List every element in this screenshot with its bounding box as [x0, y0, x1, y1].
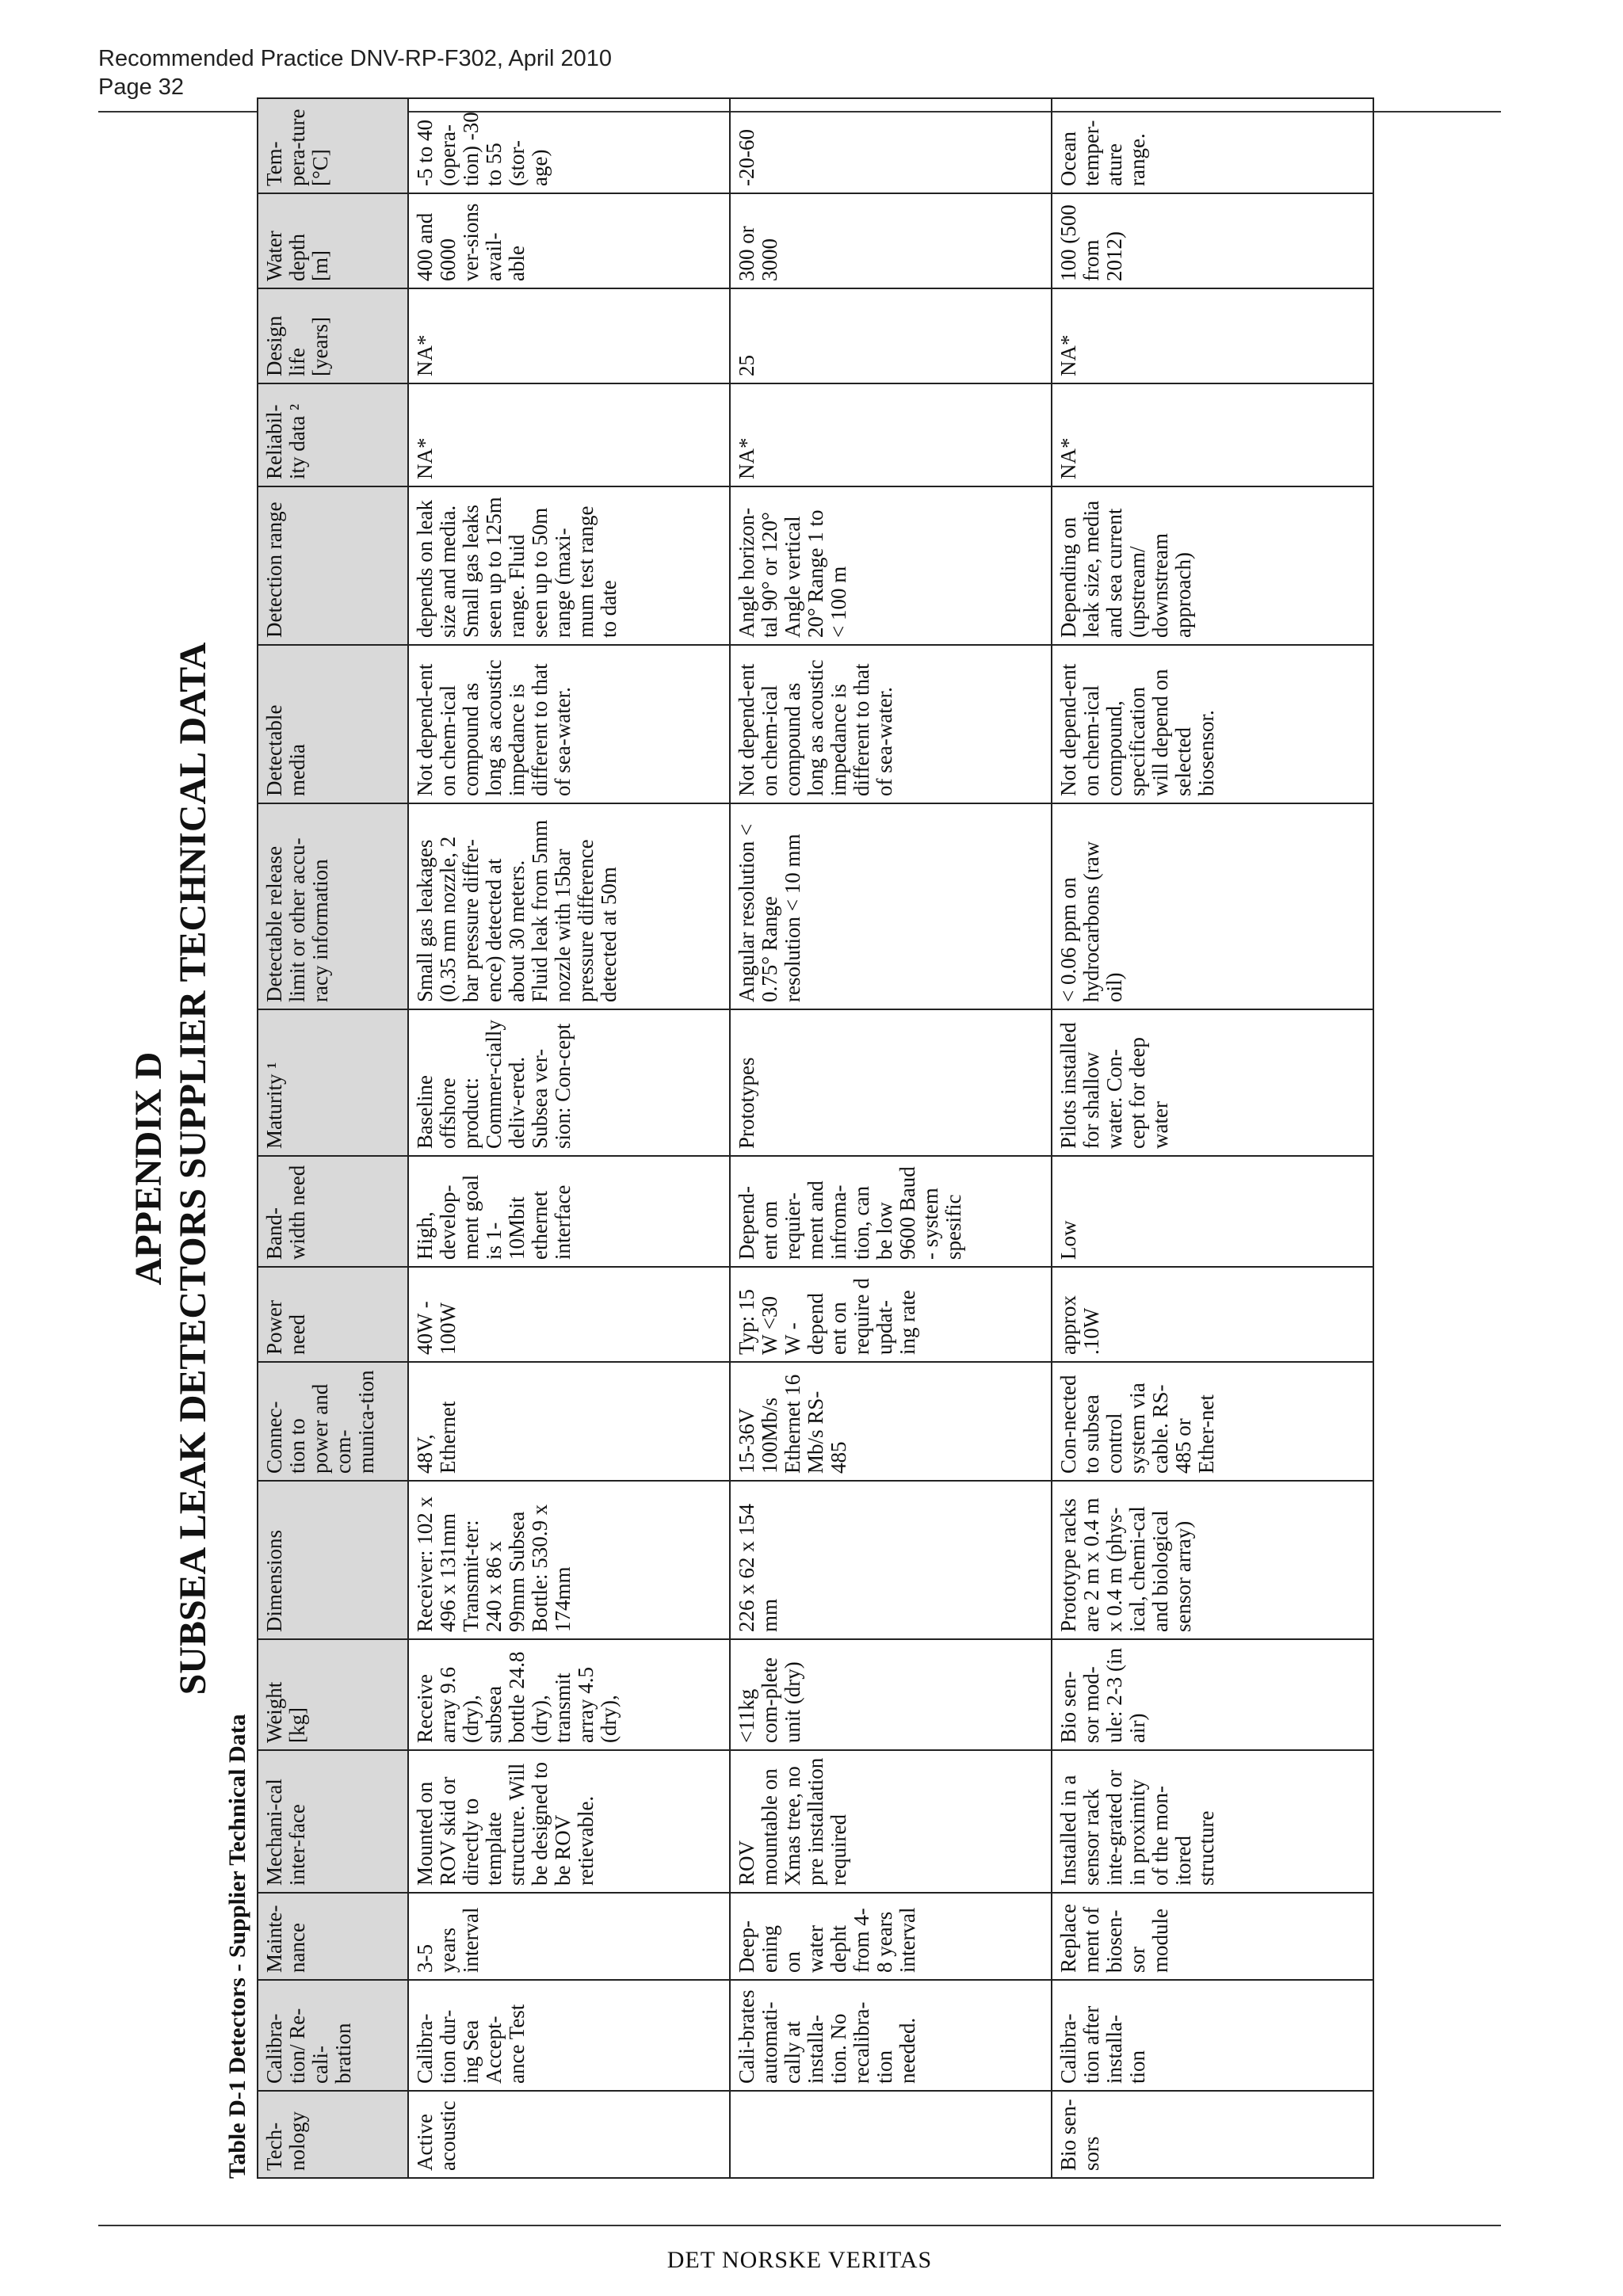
table-cell: Installed in a sensor rack inte-grated or in proximity of the mon-itored structure [1052, 1750, 1373, 1893]
table-container [222, 109, 1374, 2179]
col-header-connection: Connec-tion to power and com-munica-tion [258, 1362, 408, 1481]
col-header-mechanical-interface: Mechani-cal inter-face [258, 1750, 408, 1893]
table-cell: High, develop-ment goal is 1-10Mbit ethernet interface [408, 1156, 730, 1267]
col-header-weight: Weight [kg] [258, 1639, 408, 1750]
table-cell: 25 [730, 288, 1052, 383]
table-row [408, 98, 730, 2178]
table-cell: Active acoustic [408, 2091, 730, 2178]
col-header-power-need: Power need [258, 1267, 408, 1362]
table-cell: Bio sen-sor mod-ule: 2-3 (in air) [1052, 1639, 1373, 1750]
table-cell: Receiver: 102 x 496 x 131mm Transmit-ter: 240 x 86 x 99mm Subsea Bottle: 530.9 x 174mm [408, 1481, 730, 1639]
table-cell: Prototypes [730, 1009, 1052, 1156]
table-cell: Pilots installed for shallow water. Con-cept for deep water [1052, 1009, 1373, 1156]
col-header-detectable-media: Detectable media [258, 645, 408, 803]
table-cell: depends on leak size and media. Small gas leaks seen up to 125m range. Fluid seen up to 50m range (maxi-mum test range to date [408, 486, 730, 645]
table-cell: Cali-brates automati-cally at installa-tion. No recalibra-tion needed. [730, 1980, 1052, 2091]
col-header-release-limit: Detectable release limit or other accu-racy information [258, 803, 408, 1009]
table-cell: Prototype racks are 2 m x 0.4 m x 0.4 m (phys-ical, chemi-cal and biological sensor array) [1052, 1481, 1373, 1639]
table-cell: Baseline offshore product: Commer-cially deliv-ered. Subsea ver-sion: Con-cept [408, 1009, 730, 1156]
table-cell: Receive array 9.6 (dry), subsea bottle 24.8 (dry), transmit array 4.5 (dry), [408, 1639, 730, 1750]
table-cell: NA* [408, 383, 730, 486]
document-title: Recommended Practice DNV-RP-F302, April 2010 [98, 46, 612, 71]
table-cell: approx .10W [1052, 1267, 1373, 1362]
col-header-design-life: Design life [years] [258, 288, 408, 383]
table-cell: 48V, Ethernet [408, 1362, 730, 1481]
table-cell: Not depend-ent on chem-ical compound, specification will depend on selected biosensor. [1052, 645, 1373, 803]
table-header-row [258, 98, 408, 2178]
table-cell: ROV mountable on Xmas tree, no pre installation required [730, 1750, 1052, 1893]
table-cell: Bio sen-sors [1052, 2091, 1373, 2178]
table-cell: 40W - 100W [408, 1267, 730, 1362]
table-cell: 3-5 years interval [408, 1893, 730, 1980]
table-cell: Not depend-ent on chem-ical compound as long as acoustic impedance is different to that of sea-water. [730, 645, 1052, 803]
table-cell: Replace ment of biosen-sor module [1052, 1893, 1373, 1980]
table-cell: Not depend-ent on chem-ical compound as long as acoustic impedance is different to that of sea-water. [408, 645, 730, 803]
appendix-title [127, 127, 216, 2210]
table-row [1052, 98, 1373, 2178]
appendix-subtitle: SUBSEA LEAK DETECTORS SUPPLIER TECHNICAL DATA [172, 642, 214, 1695]
col-header-technology: Tech-nology [258, 2091, 408, 2178]
table-cell: -20-60 [730, 98, 1052, 193]
table-cell: NA* [730, 383, 1052, 486]
table-cell: Con-nected to subsea control system via cable. RS-485 or Ether-net [1052, 1362, 1373, 1481]
col-header-dimensions: Dimensions [258, 1481, 408, 1639]
table-cell: Deep-ening on water depht from 4-8 years interval [730, 1893, 1052, 1980]
table-cell: NA* [408, 288, 730, 383]
page-footer: DET NORSKE VERITAS [666, 2247, 933, 2273]
page-number: Page 32 [98, 74, 185, 100]
table-cell: Typ: 15 W <30 W - depend ent on require d updat-ing rate [730, 1267, 1052, 1362]
table-cell: NA* [1052, 383, 1373, 486]
footer-rule [98, 2225, 1501, 2226]
table-cell: Angle horizon-tal 90° or 120° Angle vertical 20° Range 1 to < 100 m [730, 486, 1052, 645]
table-cell: 400 and 6000 ver-sions avail-able [408, 193, 730, 288]
appendix-label: APPENDIX D [128, 1051, 170, 1286]
page-header [98, 44, 612, 101]
table-cell: <11kg com-plete unit (dry) [730, 1639, 1052, 1750]
col-header-maturity: Maturity ¹ [258, 1009, 408, 1156]
col-header-detection-range: Detection range [258, 486, 408, 645]
supplier-technical-data-table [257, 97, 1374, 2179]
table-cell: 15-36V 100Mb/s Ethernet 16 Mb/s RS-485 [730, 1362, 1052, 1481]
table-cell: 300 or 3000 [730, 193, 1052, 288]
table-cell: 226 x 62 x 154 mm [730, 1481, 1052, 1639]
table-cell: Depend-ent om requier-ment and infroma-tion, can be low 9600 Baud - system spesific [730, 1156, 1052, 1267]
rotated-content [111, 109, 1426, 2210]
table-cell: Mounted on ROV skid or directly to template structure. Will be designed to be ROV retievable. [408, 1750, 730, 1893]
table-cell: Small gas leakages (0.35 mm nozzle, 2 bar pressure differ-ence) detected at about 30 meters. Fluid leak from 5mm nozzle with 15bar pressure difference detected at 50m [408, 803, 730, 1009]
col-header-calibration: Calibra-tion/ Re-cali-bration [258, 1980, 408, 2091]
col-header-reliability-data: Reliabil-ity data ² [258, 383, 408, 486]
table-cell: NA* [1052, 288, 1373, 383]
col-header-bandwidth-need: Band-width need [258, 1156, 408, 1267]
table-row [730, 98, 1052, 2178]
table-cell: Angular resolution < 0.75° Range resolution < 10 mm [730, 803, 1052, 1009]
table-cell: -5 to 40 (opera-tion) -30 to 55 (stor-age) [408, 98, 730, 193]
col-header-water-depth: Water depth [m] [258, 193, 408, 288]
col-header-temperature: Tem-pera-ture [°C] [258, 98, 408, 193]
table-cell: Calibra-tion after installa-tion [1052, 1980, 1373, 2091]
table-cell: 100 (500 from 2012) [1052, 193, 1373, 288]
table-cell: < 0.06 ppm on hydrocarbons (raw oil) [1052, 803, 1373, 1009]
table-cell: Calibra-tion dur-ing Sea Accept-ance Test [408, 1980, 730, 2091]
col-header-maintenance: Mainte-nance [258, 1893, 408, 1980]
table-caption: Table D-1 Detectors - Supplier Technical Data [224, 1714, 250, 2179]
table-cell [730, 2091, 1052, 2178]
table-cell: Ocean temper-ature range. [1052, 98, 1373, 193]
table-cell: Depending on leak size, media and sea current (upstream/ downstream approach) [1052, 486, 1373, 645]
table-cell: Low [1052, 1156, 1373, 1267]
